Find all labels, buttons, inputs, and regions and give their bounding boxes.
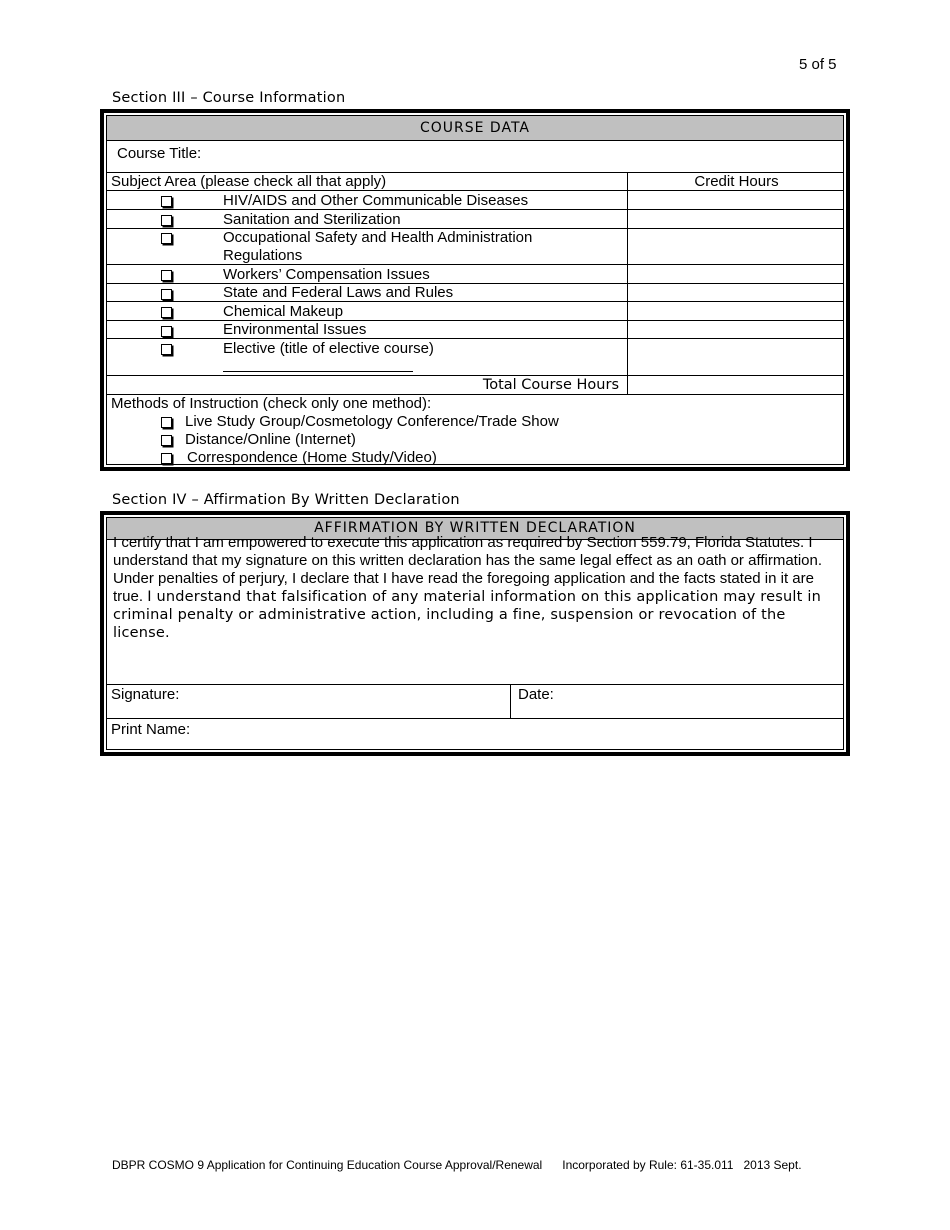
course-data-table — [100, 109, 850, 471]
subject-checkbox-osha[interactable] — [161, 233, 172, 244]
subject-label-hiv-aids: HIV/AIDS and Other Communicable Diseases — [223, 192, 529, 209]
credit-hours-field-osha[interactable] — [629, 229, 841, 263]
affirmation-header: AFFIRMATION BY WRITTEN DECLARATION — [107, 518, 843, 540]
credit-hours-field-hiv-aids[interactable] — [629, 191, 841, 208]
subject-label-sanitation: Sanitation and Sterilization — [223, 211, 401, 228]
signature-label: Signature: — [111, 686, 180, 703]
subject-label-workers-comp: Workers’ Compensation Issues — [223, 266, 430, 283]
method-checkbox-correspondence[interactable] — [161, 453, 172, 464]
credit-hours-field-chemical[interactable] — [629, 302, 841, 319]
affirmation-text-part1: I certify that I am empowered to execute this application as required by Section 559.79, Florida Statutes. I understand that my signature on this written declaration has the same legal effect as an oath or affirmation. Under penalties of perjury, I declare that I have read the foregoing application and the facts stated in it are true. — [113, 534, 823, 605]
subject-checkbox-environmental[interactable] — [161, 326, 172, 337]
method-label-live-study: Live Study Group/Cosmetology Conference/Trade Show — [185, 413, 559, 430]
subject-checkbox-sanitation[interactable] — [161, 215, 172, 226]
subject-checkbox-laws-rules[interactable] — [161, 289, 172, 300]
page-number: 5 of 5 — [799, 56, 837, 73]
course-title-label: Course Title: — [117, 145, 202, 162]
credit-hours-field-sanitation[interactable] — [629, 210, 841, 227]
subject-checkbox-chemical[interactable] — [161, 307, 172, 318]
elective-title-line[interactable] — [223, 371, 413, 372]
subject-label-environmental: Environmental Issues — [223, 321, 367, 338]
subject-label-osha: Occupational Safety and Health Administration — [223, 229, 533, 246]
method-label-distance: Distance/Online (Internet) — [185, 431, 356, 448]
credit-hours-field-laws-rules[interactable] — [629, 284, 841, 300]
subject-label-osha-line2: Regulations — [223, 247, 303, 264]
subject-label-chemical: Chemical Makeup — [223, 303, 344, 320]
credit-hours-field-elective[interactable] — [629, 339, 841, 374]
credit-hours-field-environmental[interactable] — [629, 321, 841, 337]
affirmation-table — [100, 511, 850, 756]
subject-label-elective: Elective (title of elective course) — [223, 340, 434, 357]
course-title-field[interactable] — [207, 142, 839, 170]
print-name-label: Print Name: — [111, 721, 191, 738]
subject-checkbox-workers-comp[interactable] — [161, 270, 172, 281]
subject-area-header: Subject Area (please check all that apply) — [111, 173, 387, 190]
method-checkbox-distance[interactable] — [161, 435, 172, 446]
method-label-correspondence: Correspondence (Home Study/Video) — [187, 449, 437, 466]
affirmation-text — [113, 534, 837, 642]
credit-hours-header: Credit Hours — [694, 173, 779, 190]
date-label: Date: — [518, 686, 554, 703]
section-iv-heading: Section IV – Affirmation By Written Declaration — [112, 492, 460, 508]
total-course-hours-field[interactable] — [629, 376, 841, 393]
subject-label-laws-rules: State and Federal Laws and Rules — [223, 284, 454, 301]
section-iii-heading: Section III – Course Information — [112, 90, 346, 106]
method-checkbox-live-study[interactable] — [161, 417, 172, 428]
total-course-hours-label: Total Course Hours — [482, 377, 619, 393]
print-name-field[interactable] — [197, 719, 841, 751]
footer-form: DBPR COSMO 9 Application for Continuing Education Course Approval/Renewal — [112, 1158, 543, 1172]
methods-of-instruction-label: Methods of Instruction (check only one method): — [111, 395, 432, 412]
subject-checkbox-hiv-aids[interactable] — [161, 196, 172, 207]
date-field[interactable] — [559, 685, 841, 717]
credit-hours-field-workers-comp[interactable] — [629, 265, 841, 282]
course-data-header: COURSE DATA — [107, 116, 843, 141]
subject-checkbox-elective[interactable] — [161, 344, 172, 355]
footer — [112, 1158, 802, 1172]
affirmation-text-part2: I understand that falsification of any material information on this application may result in criminal penalty or administrative action, including a fine, suspension or revocation of the license. — [113, 589, 821, 641]
footer-rule: Incorporated by Rule: 61-35.011 2013 Sept. — [562, 1158, 802, 1172]
signature-field[interactable] — [187, 685, 507, 717]
